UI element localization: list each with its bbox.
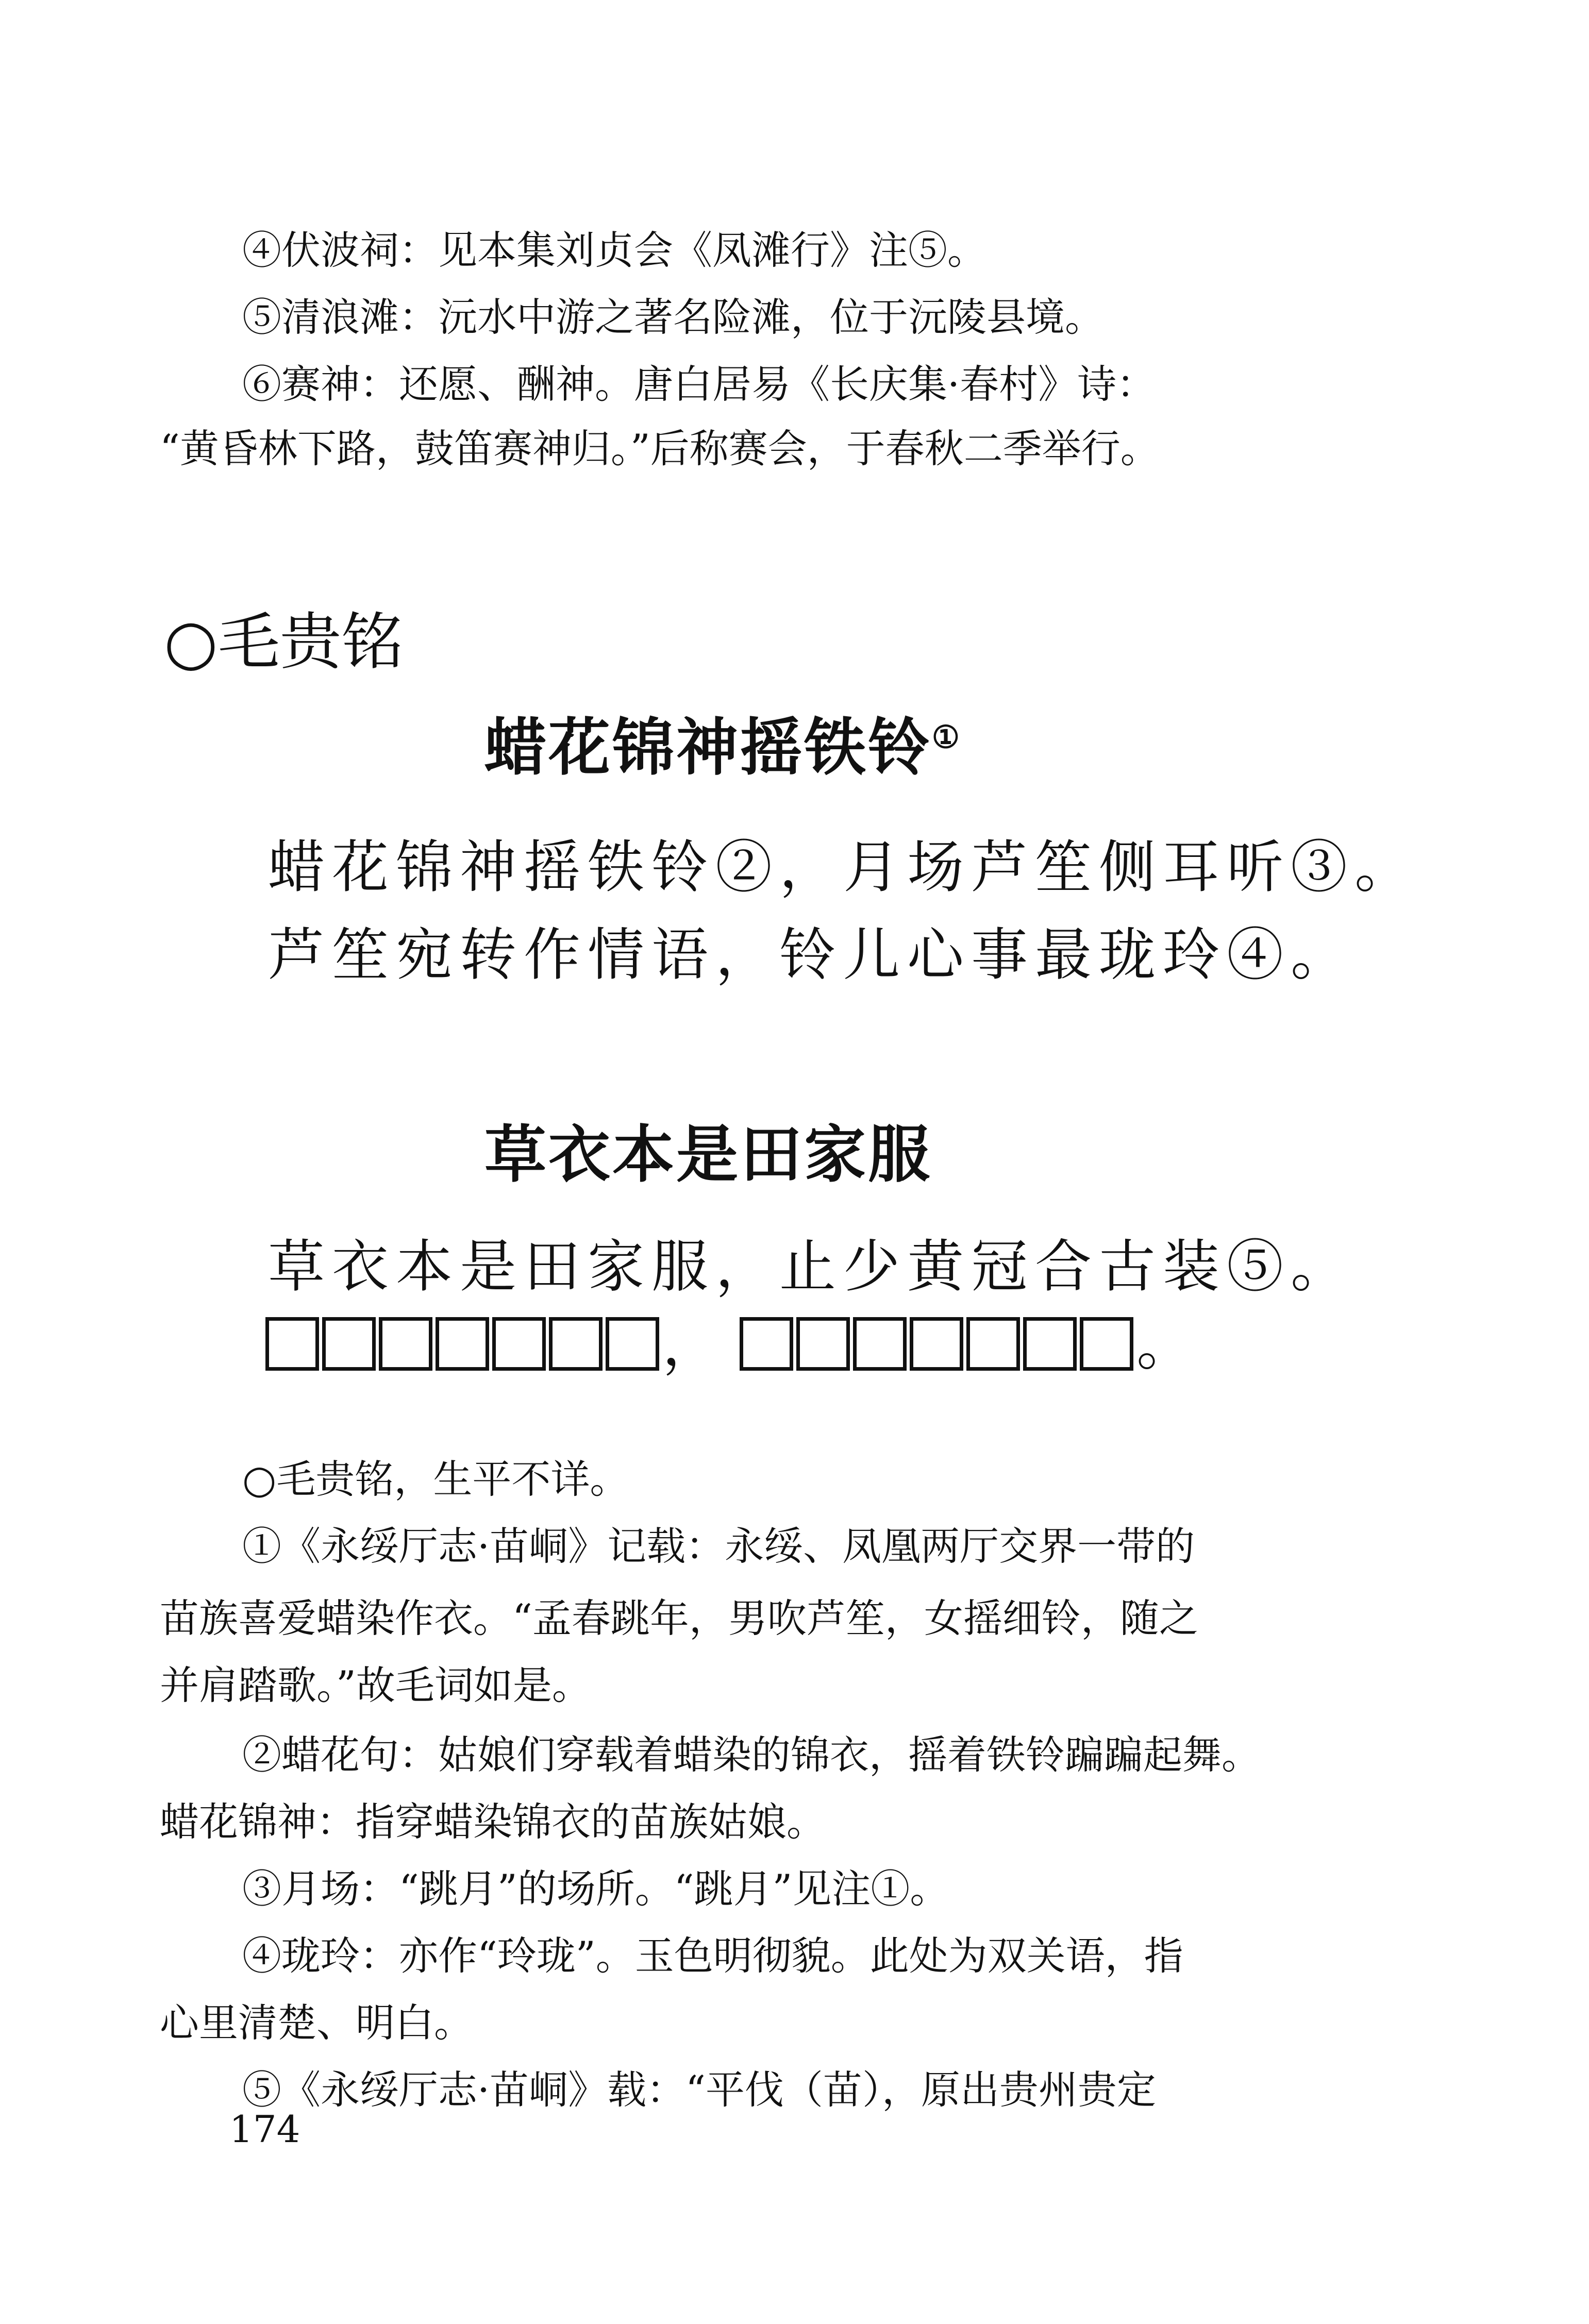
note-1: ①《永绥厅志·苗峒》记载：永绥、凤凰两厅交界一带的 [242,1523,1195,1569]
poem1-title-text: 蜡花锦神摇铁铃 [484,711,932,784]
note-1-cont: 苗族喜爱蜡染作衣。“孟春跳年，男吹芦笙，女摇细铃，随之 [160,1595,1198,1641]
missing-char-box [796,1317,850,1371]
note-3: ③月场：“跳月”的场所。“跳月”见注①。 [242,1866,949,1912]
missing-char-box [492,1317,546,1371]
author-heading: ○毛贵铭 [164,607,404,678]
top-note-6: ⑥赛神：还愿、酬神。唐白居易《长庆集·春村》诗： [242,361,1156,407]
poem1-line-1: 蜡花锦神摇铁铃②，月场芦笙侧耳听③。 [268,834,1418,900]
page-number: 174 [229,2108,300,2151]
missing-char-box [1080,1317,1133,1371]
poem2-title: 草衣本是田家服 [484,1118,932,1191]
missing-char-box [853,1317,907,1371]
note-4-cont: 心里清楚、明白。 [160,2000,473,2046]
top-note-5: ⑤清浪滩：沅水中游之著名险滩，位于沅陵县境。 [242,294,1104,340]
missing-char-box [740,1317,793,1371]
missing-char-box [322,1317,376,1371]
poem2-line-1: 草衣本是田家服，止少黄冠合古装⑤。 [268,1234,1354,1300]
missing-char-box [910,1317,963,1371]
note-2-cont: 蜡花锦神：指穿蜡染锦衣的苗族姑娘。 [160,1799,826,1845]
poem1-title-mark: ① [932,719,962,755]
missing-line-period: 。 [1136,1312,1193,1378]
missing-char-box [1023,1317,1077,1371]
note-author: ○毛贵铭，生平不详。 [242,1456,629,1502]
note-5: ⑤《永绥厅志·苗峒》载：“平伐（苗），原出贵州贵定 [242,2067,1157,2113]
poem1-title [484,698,962,787]
missing-char-box [606,1317,659,1371]
missing-char-box [436,1317,489,1371]
top-note-4: ④伏波祠：见本集刘贞会《凤滩行》注⑤。 [242,227,986,273]
note-1-cont: 并肩踏歌。”故毛词如是。 [160,1662,591,1708]
missing-line-comma: ， [662,1312,719,1378]
poem2-missing-line [265,1309,1214,1378]
top-note-6-cont: “黄昏林下路，鼓笛赛神归。”后称赛会，于春秋二季举行。 [160,426,1160,471]
poem1-line-2: 芦笙宛转作情语，铃儿心事最珑玲④。 [268,922,1354,988]
missing-char-box [966,1317,1020,1371]
missing-char-box [379,1317,432,1371]
note-4: ④珑玲：亦作“玲珑”。玉色明彻貌。此处为双关语，指 [242,1933,1183,1979]
note-2: ②蜡花句：姑娘们穿载着蜡染的锦衣，摇着铁铃蹁蹁起舞。 [242,1732,1261,1778]
missing-char-box [265,1317,319,1371]
missing-char-box [549,1317,603,1371]
